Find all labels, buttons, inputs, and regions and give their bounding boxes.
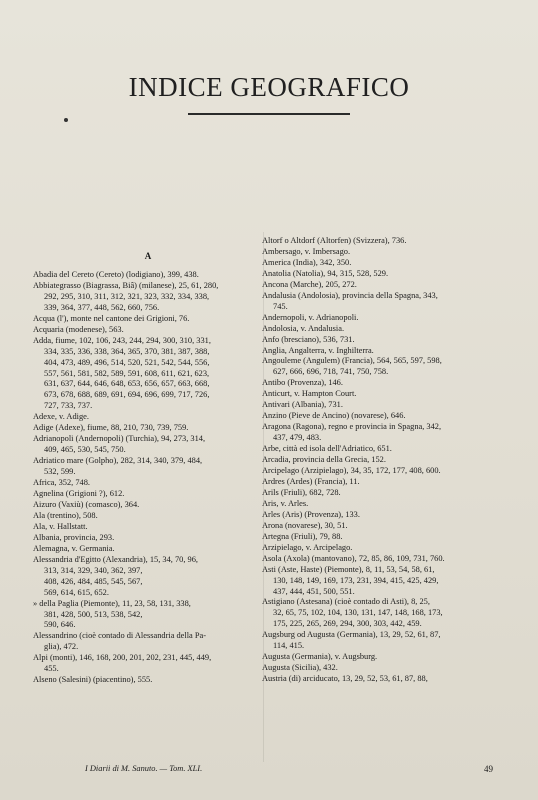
entry-line: Agnelina (Grigioni ?), 612. xyxy=(33,489,125,499)
entry-line: Aris, v. Arles. xyxy=(262,498,309,508)
entry-line: Austria (di) arciducato, 13, 29, 52, 53, 61, 87, 88, xyxy=(262,674,428,684)
index-entry xyxy=(33,412,263,423)
entry-continuation: 727, 733, 737. xyxy=(44,401,93,411)
entry-line: Ardres (Ardes) (Francia), 11. xyxy=(262,476,360,486)
index-entry xyxy=(262,543,510,554)
entry-line: Abadia del Cereto (Cereto) (lodigiano), 399, 438. xyxy=(33,269,199,279)
index-entry xyxy=(33,270,263,281)
entry-line: Aragona (Ragona), regno e provincia in Spagna, 342, xyxy=(262,422,442,432)
entry-line: America (India), 342, 350. xyxy=(262,257,352,267)
entry-line: Augsburg od Augusta (Germania), 13, 29, 52, 61, 87, xyxy=(262,630,441,640)
index-entry xyxy=(262,674,510,685)
index-entry xyxy=(262,346,510,357)
entry-continuation: 455. xyxy=(44,664,59,674)
entry-line: Alseno (Salesini) (piacentino), 555. xyxy=(33,675,153,685)
index-entry xyxy=(262,477,510,488)
entry-continuation: 532, 599. xyxy=(44,467,76,477)
entry-line: Altorf o Altdorf (Altorfen) (Svizzera), 736. xyxy=(262,236,407,245)
entry-line: Andolosia, v. Andalusia. xyxy=(262,323,345,333)
entry-line: Adda, fiume, 102, 106, 243, 244, 294, 300, 310, 331, xyxy=(33,335,211,345)
index-entry xyxy=(262,652,510,663)
index-entry xyxy=(33,500,263,511)
entry-line: Alessandrino (cioè contado di Alessandria della Pa- xyxy=(33,631,207,641)
index-entry xyxy=(33,555,263,599)
entry-continuation: 627, 666, 696, 718, 741, 750, 758. xyxy=(273,367,389,377)
entry-line: Ala, v. Hallstatt. xyxy=(33,521,88,531)
section-letter: A xyxy=(144,251,152,261)
entry-continuation: 557, 561, 581, 582, 589, 591, 608, 611, 621, 623, xyxy=(44,368,210,378)
entry-line: Antivari (Albania), 731. xyxy=(262,400,343,410)
entry-line: Anglia, Angalterra, v. Inghilterra. xyxy=(262,345,374,355)
entry-line: Anzino (Pieve de Ancino) (novarese), 646. xyxy=(262,411,406,421)
entry-continuation: 408, 426, 484, 485, 545, 567, xyxy=(44,576,143,586)
entry-line: Alessandria d'Egitto (Alexandria), 15, 34, 70, 96, xyxy=(33,554,199,564)
page-title: INDICE GEOGRAFICO xyxy=(128,72,410,102)
index-entry xyxy=(262,630,510,652)
entry-line: Anfo (bresciano), 536, 731. xyxy=(262,334,355,344)
index-entry xyxy=(262,324,510,335)
entry-continuation: 114, 415. xyxy=(273,641,305,651)
entry-line: Arcipelago (Arzipielago), 34, 35, 172, 177, 408, 600. xyxy=(262,466,441,476)
index-entry xyxy=(33,314,263,325)
entry-continuation: 32, 65, 75, 102, 104, 130, 131, 147, 148, 168, 173, xyxy=(273,608,443,618)
index-entry xyxy=(33,336,263,413)
entry-continuation: 130, 148, 149, 169, 173, 231, 394, 415, 425, 429, xyxy=(273,575,439,585)
entry-line: Augusta (Sicilia), 432. xyxy=(262,663,338,673)
index-entry xyxy=(262,247,510,258)
index-entry xyxy=(262,565,510,598)
entry-line: Arils (Friuli), 682, 728. xyxy=(262,487,341,497)
entry-line: Angouleme (Angulem) (Francia), 564, 565, 597, 598, xyxy=(262,356,442,366)
entry-continuation: 437, 444, 451, 500, 551. xyxy=(273,586,355,596)
index-entry xyxy=(262,554,510,565)
index-entry xyxy=(262,663,510,674)
index-entry xyxy=(262,597,510,630)
entry-continuation: 437, 479, 483. xyxy=(273,433,322,443)
entry-continuation: 745. xyxy=(273,301,288,311)
index-entry xyxy=(33,511,263,522)
index-entry xyxy=(262,411,510,422)
entry-continuation: 292, 295, 310, 311, 312, 321, 323, 332, 334, 338, xyxy=(44,291,210,301)
entry-line: Andalusia (Andolosia), provincia della Spagna, 343, xyxy=(262,290,438,300)
entry-line: Artegna (Friuli), 79, 88. xyxy=(262,531,343,541)
entry-line: Augusta (Germania), v. Augsburg. xyxy=(262,652,378,662)
entry-line: Asti (Aste, Haste) (Piemonte), 8, 11, 53, 54, 58, 61, xyxy=(262,564,435,574)
index-entry xyxy=(262,521,510,532)
index-entry xyxy=(262,400,510,411)
entry-line: Adige (Adexe), fiume, 88, 210, 730, 739, 759. xyxy=(33,423,189,433)
ink-speck xyxy=(64,118,68,122)
left-column xyxy=(33,236,263,686)
entry-line: Anatolia (Natolia), 94, 315, 528, 529. xyxy=(262,268,389,278)
entry-line: Acquaria (modenese), 563. xyxy=(33,324,124,334)
index-entry xyxy=(262,378,510,389)
entry-line: Aizuro (Vaxiù) (comasco), 364. xyxy=(33,499,140,509)
entry-line: Arles (Aris) (Provenza), 133. xyxy=(262,509,360,519)
entry-line: Alpi (monti), 146, 168, 200, 201, 202, 231, 445, 449, xyxy=(33,653,212,663)
entry-continuation: 404, 473, 489, 496, 514, 520, 521, 542, 544, 556, xyxy=(44,357,210,367)
entry-line: Acqua (l'), monte nel cantone dei Grigioni, 76. xyxy=(33,313,190,323)
entry-continuation: 313, 314, 329, 340, 362, 397, xyxy=(44,565,143,575)
entry-line: Asola (Axola) (mantovano), 72, 85, 86, 109, 731, 760. xyxy=(262,553,445,563)
index-entry xyxy=(262,488,510,499)
entry-line: Albania, provincia, 293. xyxy=(33,532,115,542)
index-entry xyxy=(262,291,510,313)
entry-continuation: 339, 364, 377, 448, 562, 660, 756. xyxy=(44,302,160,312)
index-entry xyxy=(33,325,263,336)
entry-line: Andernopoli, v. Adrianopoli. xyxy=(262,312,359,322)
entry-line: Adexe, v. Adige. xyxy=(33,412,89,422)
index-entry xyxy=(33,631,263,653)
entry-line: Ala (trentino), 508. xyxy=(33,510,98,520)
index-entry xyxy=(262,258,510,269)
index-entry xyxy=(33,478,263,489)
entry-line: Arona (novarese), 30, 51. xyxy=(262,520,348,530)
entry-line: Adriatico mare (Golpho), 282, 314, 340, 379, 484, xyxy=(33,456,203,466)
index-entry xyxy=(33,675,263,686)
index-entry xyxy=(262,280,510,291)
index-entry xyxy=(262,422,510,444)
entry-line: Antibo (Provenza), 146. xyxy=(262,378,343,388)
entry-line: Abbiategrasso (Biagrassa, Biâ) (milanese), 25, 61, 280, xyxy=(33,280,219,290)
index-entry xyxy=(262,313,510,324)
entry-continuation: 673, 678, 688, 689, 691, 694, 696, 699, 717, 726, xyxy=(44,390,210,400)
index-entry xyxy=(262,455,510,466)
entry-continuation: 631, 637, 644, 646, 648, 653, 656, 657, 663, 668, xyxy=(44,379,210,389)
page-number: 49 xyxy=(484,764,493,774)
index-entry xyxy=(262,356,510,378)
entry-continuation: 334, 335, 336, 338, 364, 365, 370, 381, 387, 388, xyxy=(44,346,210,356)
index-entry xyxy=(262,335,510,346)
entry-continuation: 569, 614, 615, 652. xyxy=(44,587,109,597)
index-entry xyxy=(33,599,263,632)
index-entry xyxy=(262,236,510,247)
index-entry xyxy=(262,389,510,400)
index-entry xyxy=(33,544,263,555)
entry-line: Alemagna, v. Germania. xyxy=(33,543,115,553)
index-entry xyxy=(33,489,263,500)
entry-line: Astigiano (Astesana) (cioè contado di Asti), 8, 25, xyxy=(262,597,430,607)
entry-continuation: 381, 428, 500, 513, 538, 542, xyxy=(44,609,143,619)
index-entry xyxy=(262,532,510,543)
index-entry xyxy=(262,499,510,510)
entry-continuation: 590, 646. xyxy=(44,620,76,630)
entry-continuation: 175, 225, 265, 269, 294, 300, 303, 442, 459. xyxy=(273,619,422,629)
title-rule xyxy=(188,113,350,115)
entry-line: Ambersago, v. Imbersago. xyxy=(262,246,351,256)
index-entry xyxy=(33,434,263,456)
index-entry xyxy=(33,522,263,533)
entry-continuation: 409, 465, 530, 545, 750. xyxy=(44,445,126,455)
index-entry xyxy=(33,281,263,314)
index-entry xyxy=(33,653,263,675)
entry-line: Anticurt, v. Hampton Court. xyxy=(262,389,357,399)
entry-line: Africa, 352, 748. xyxy=(33,478,90,488)
index-entry xyxy=(33,533,263,544)
entry-line: Adrianopoli (Andernopoli) (Turchia), 94, 273, 314, xyxy=(33,434,206,444)
index-entry xyxy=(262,269,510,280)
entry-continuation: glia), 472. xyxy=(44,642,79,652)
running-footer: I Diarii di M. Sanuto. — Tom. XLI. xyxy=(85,764,203,773)
right-column xyxy=(262,236,510,685)
entry-line: Arcadia, provincia della Grecia, 152. xyxy=(262,455,386,465)
index-entry xyxy=(33,456,263,478)
entry-line: Arzipielago, v. Arcipelago. xyxy=(262,542,353,552)
index-entry xyxy=(33,423,263,434)
index-entry xyxy=(262,466,510,477)
entry-line: » della Paglia (Piemonte), 11, 23, 58, 131, 338, xyxy=(33,598,191,608)
entry-line: Ancona (Marche), 205, 272. xyxy=(262,279,357,289)
index-entry xyxy=(262,510,510,521)
entry-line: Arbe, città ed isola dell'Adriatico, 651. xyxy=(262,444,392,454)
index-entry xyxy=(262,444,510,455)
